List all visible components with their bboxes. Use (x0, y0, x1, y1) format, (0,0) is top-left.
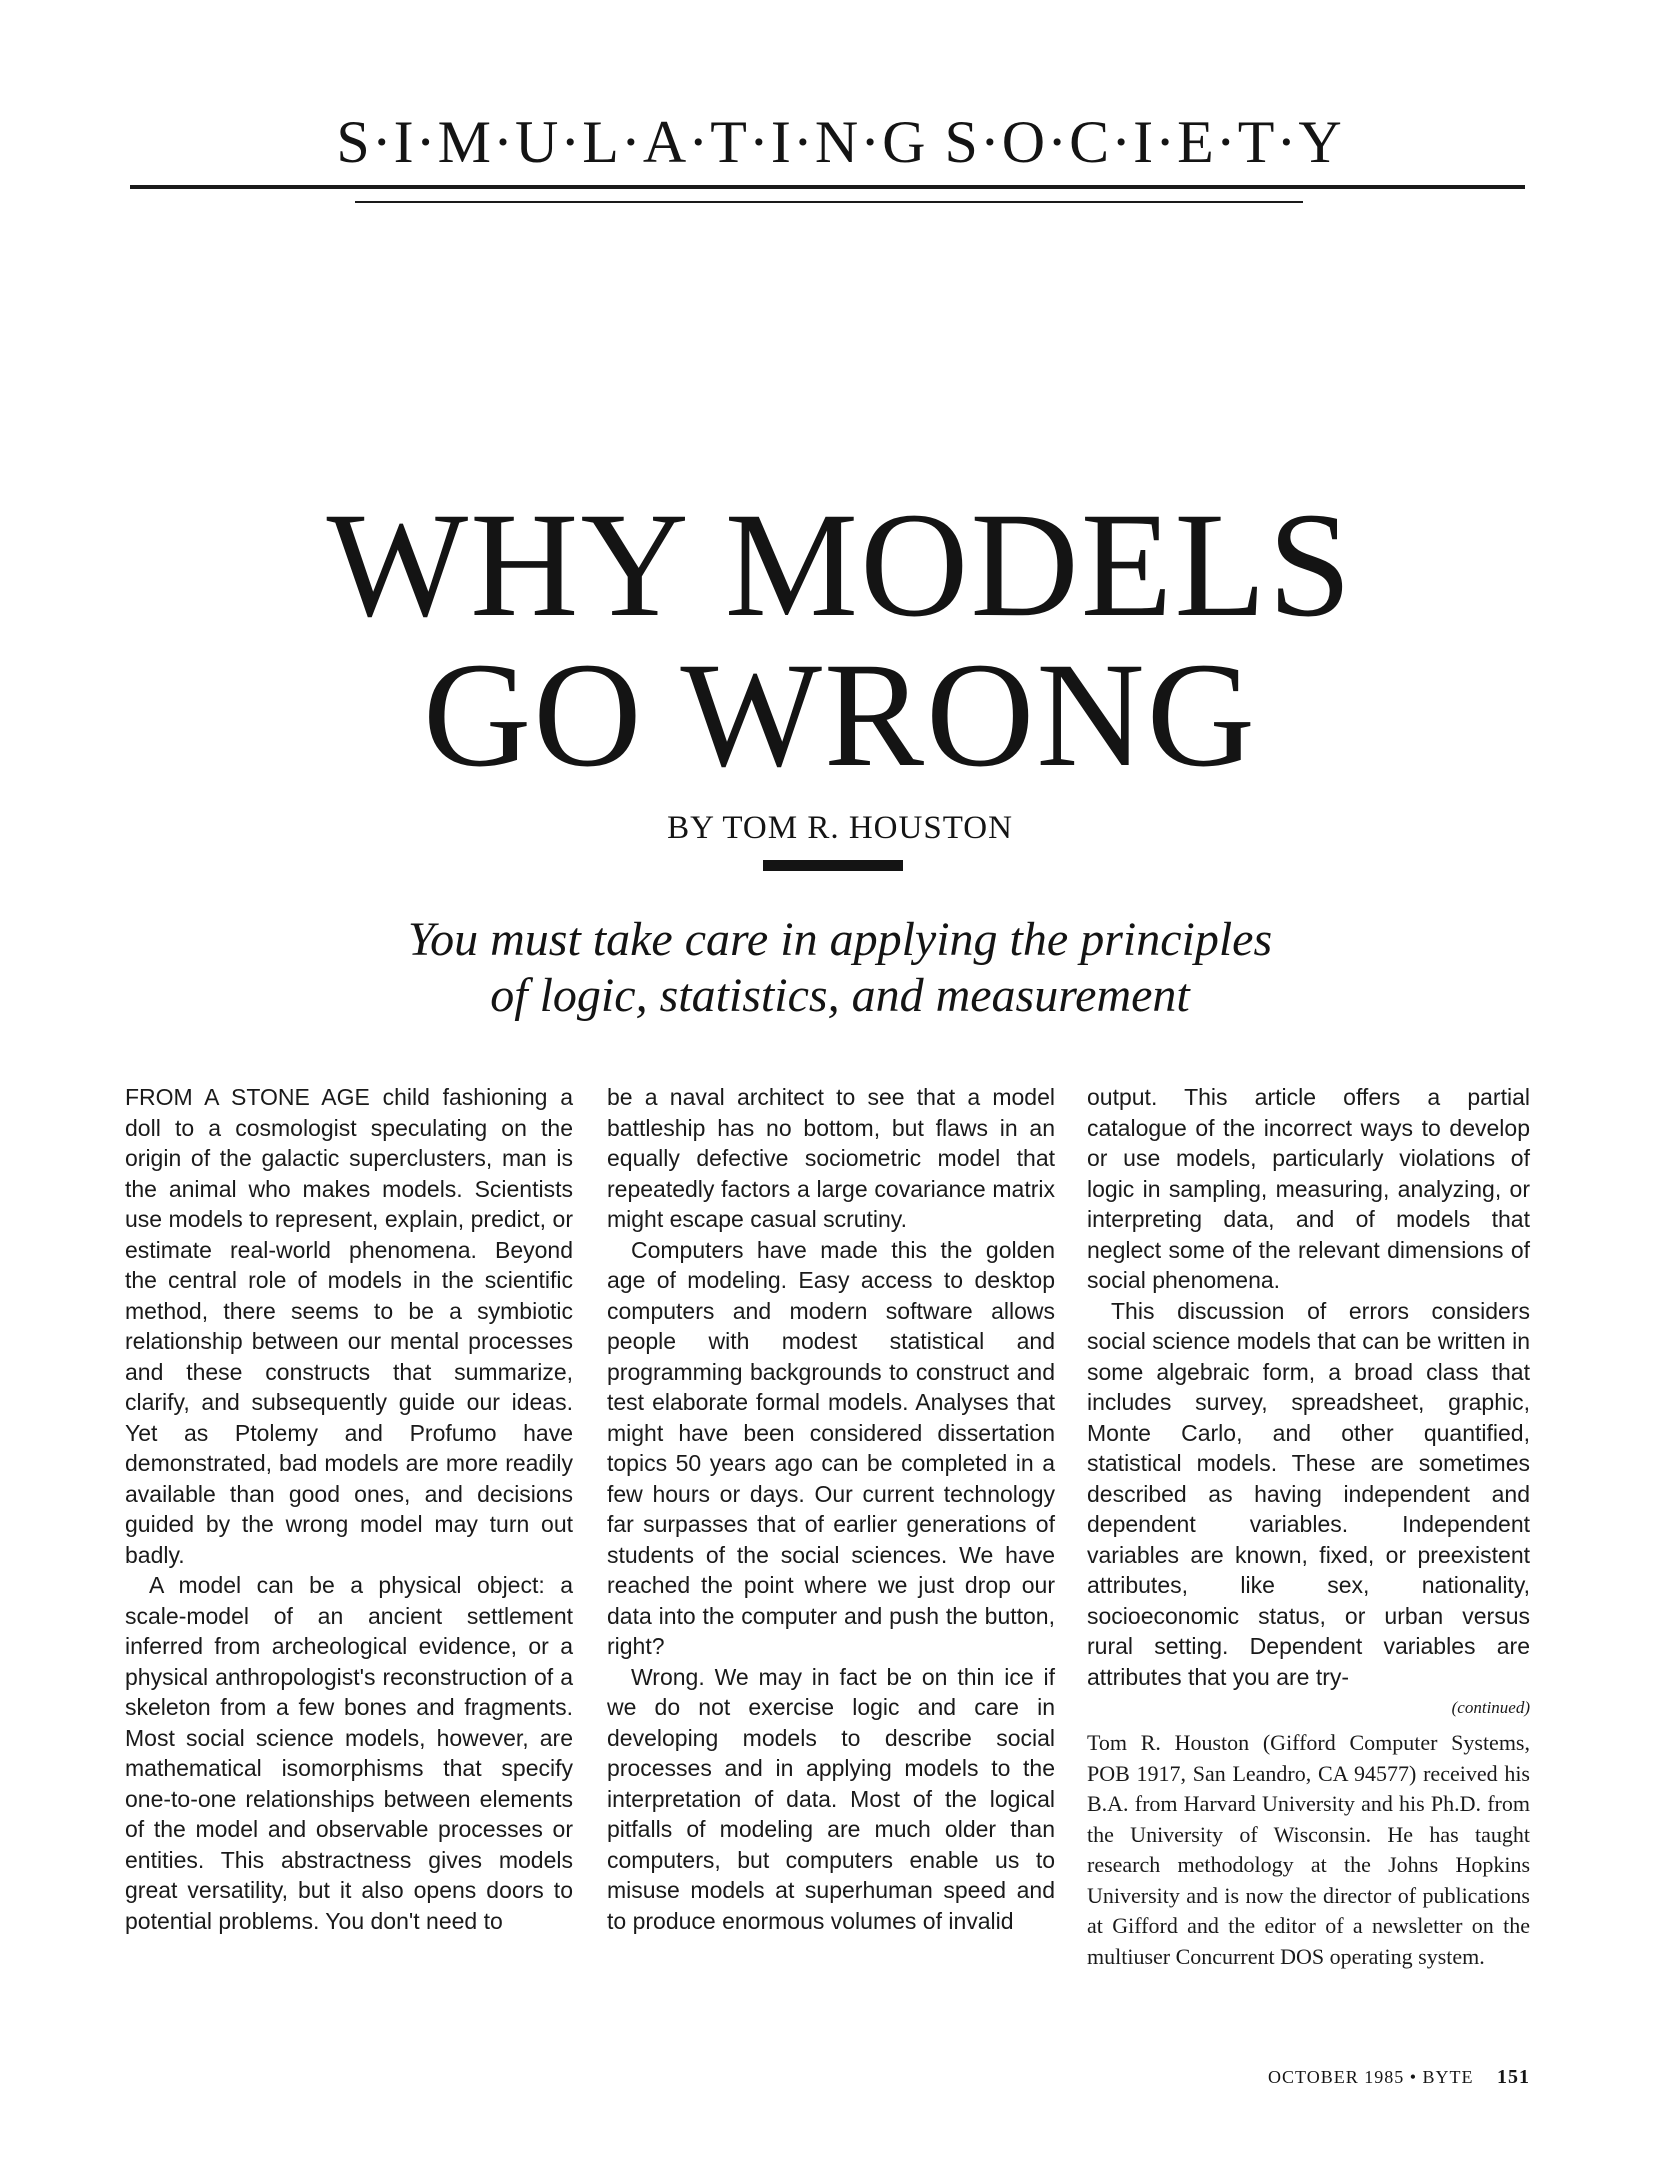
byline: BY TOM R. HOUSTON (667, 810, 1013, 846)
article-title (0, 482, 1680, 798)
byline-rule (763, 860, 903, 871)
paragraph: output. This article offers a partial catalogue of the incorrect ways to develop or use models, particularly violations of logic in sampling, measuring, analyzing, or interpreting data, and of models that neglect some of the relevant dimensions of social phenomena. (1087, 1084, 1530, 1293)
header-rule-thin (355, 201, 1303, 203)
paragraph: be a naval architect to see that a model battleship has no bottom, but flaws in an equally defective sociometric model that repeatedly factors a large covariance matrix might escape casual scrutiny. (607, 1084, 1055, 1232)
text-column-1 (125, 1082, 573, 1936)
text-column-3 (1087, 1082, 1530, 1972)
paragraph: Wrong. We may in fact be on thin ice if we do not exercise logic and care in developing models to describe social processes and in applying models to the interpretation of data. Most of the logical pitfalls of modeling are much older than computers, but computers enable us to misuse models at superhuman speed and to produce enormous volumes of invalid (607, 1663, 1055, 1934)
continued-note: (continued) (1451, 1698, 1530, 1717)
deck-line-2: of logic, statistics, and measurement (490, 969, 1190, 1022)
paragraph: This discussion of errors considers social science models that can be written in some algebraic form, a broad class that includes survey, spreadsheet, graphic, Monte Carlo, and other quantified, statistical models. These are sometimes described as having independent and dependent variables. Independent variables are known, fixed, or preexistent attributes, like sex, nationality, socioeconomic status, or urban versus rural setting. Dependent variables are attributes that you are try- (1087, 1297, 1530, 1690)
title-line-2: GO WRONG (422, 632, 1258, 798)
footer-issue: OCTOBER 1985 • BYTE (1268, 2067, 1474, 2087)
author-bio: Tom R. Houston (Gifford Computer Systems, POB 1917, San Leandro, CA 94577) received his B.A. from Harvard University and his Ph.D. from the University of Wisconsin. He has taught research methodology at the Johns Hopkins University and is now the director of publications at Gifford and the editor of a newsletter on the multiuser Concurrent DOS operating system. (1087, 1730, 1530, 1969)
header-rule-thick (130, 185, 1525, 189)
article-deck (0, 912, 1680, 1024)
title-line-1: WHY MODELS (326, 482, 1354, 648)
paragraph: FROM A STONE AGE child fashioning a doll to a cosmologist speculating on the origin of the galactic superclusters, man is the animal who makes models. Scientists use models to represent, explain, predict, or estimate real-world phenomena. Beyond the central role of models in the scientific method, there seems to be a symbiotic relationship between our mental processes and these constructs that summarize, clarify, and subsequently guide our ideas. Yet as Ptolemy and Profumo have demonstrated, bad models are more readily available than good ones, and decisions guided by the wrong model may turn out badly. (125, 1084, 573, 1568)
page-footer (1268, 2066, 1530, 2089)
text-column-2 (607, 1082, 1055, 1936)
paragraph: Computers have made this the golden age of modeling. Easy access to desktop computers and modern software allows people with modest statistical and programming backgrounds to construct and test elaborate formal models. Analyses that might have been considered dissertation topics 50 years ago can be completed in a few hours or days. Our current technology far surpasses that of earlier generations of students of the social sciences. We have reached the point where we just drop our data into the computer and push the button, right? (607, 1236, 1055, 1659)
deck-line-1: You must take care in applying the principles (407, 913, 1273, 966)
page-number: 151 (1497, 2066, 1530, 2088)
department-heading: S·I·M·U·L·A·T·I·N·G S·O·C·I·E·T·Y (336, 109, 1344, 175)
paragraph: A model can be a physical object: a scale-model of an ancient settlement inferred from archeological evidence, or a physical anthropologist's reconstruction of a skeleton from a few bones and fragments. Most social science models, however, are mathematical isomorphisms that specify one-to-one relationships between elements of the model and observable processes or entities. This abstractness gives models great versatility, but it also opens doors to potential problems. You don't need to (125, 1572, 573, 1934)
